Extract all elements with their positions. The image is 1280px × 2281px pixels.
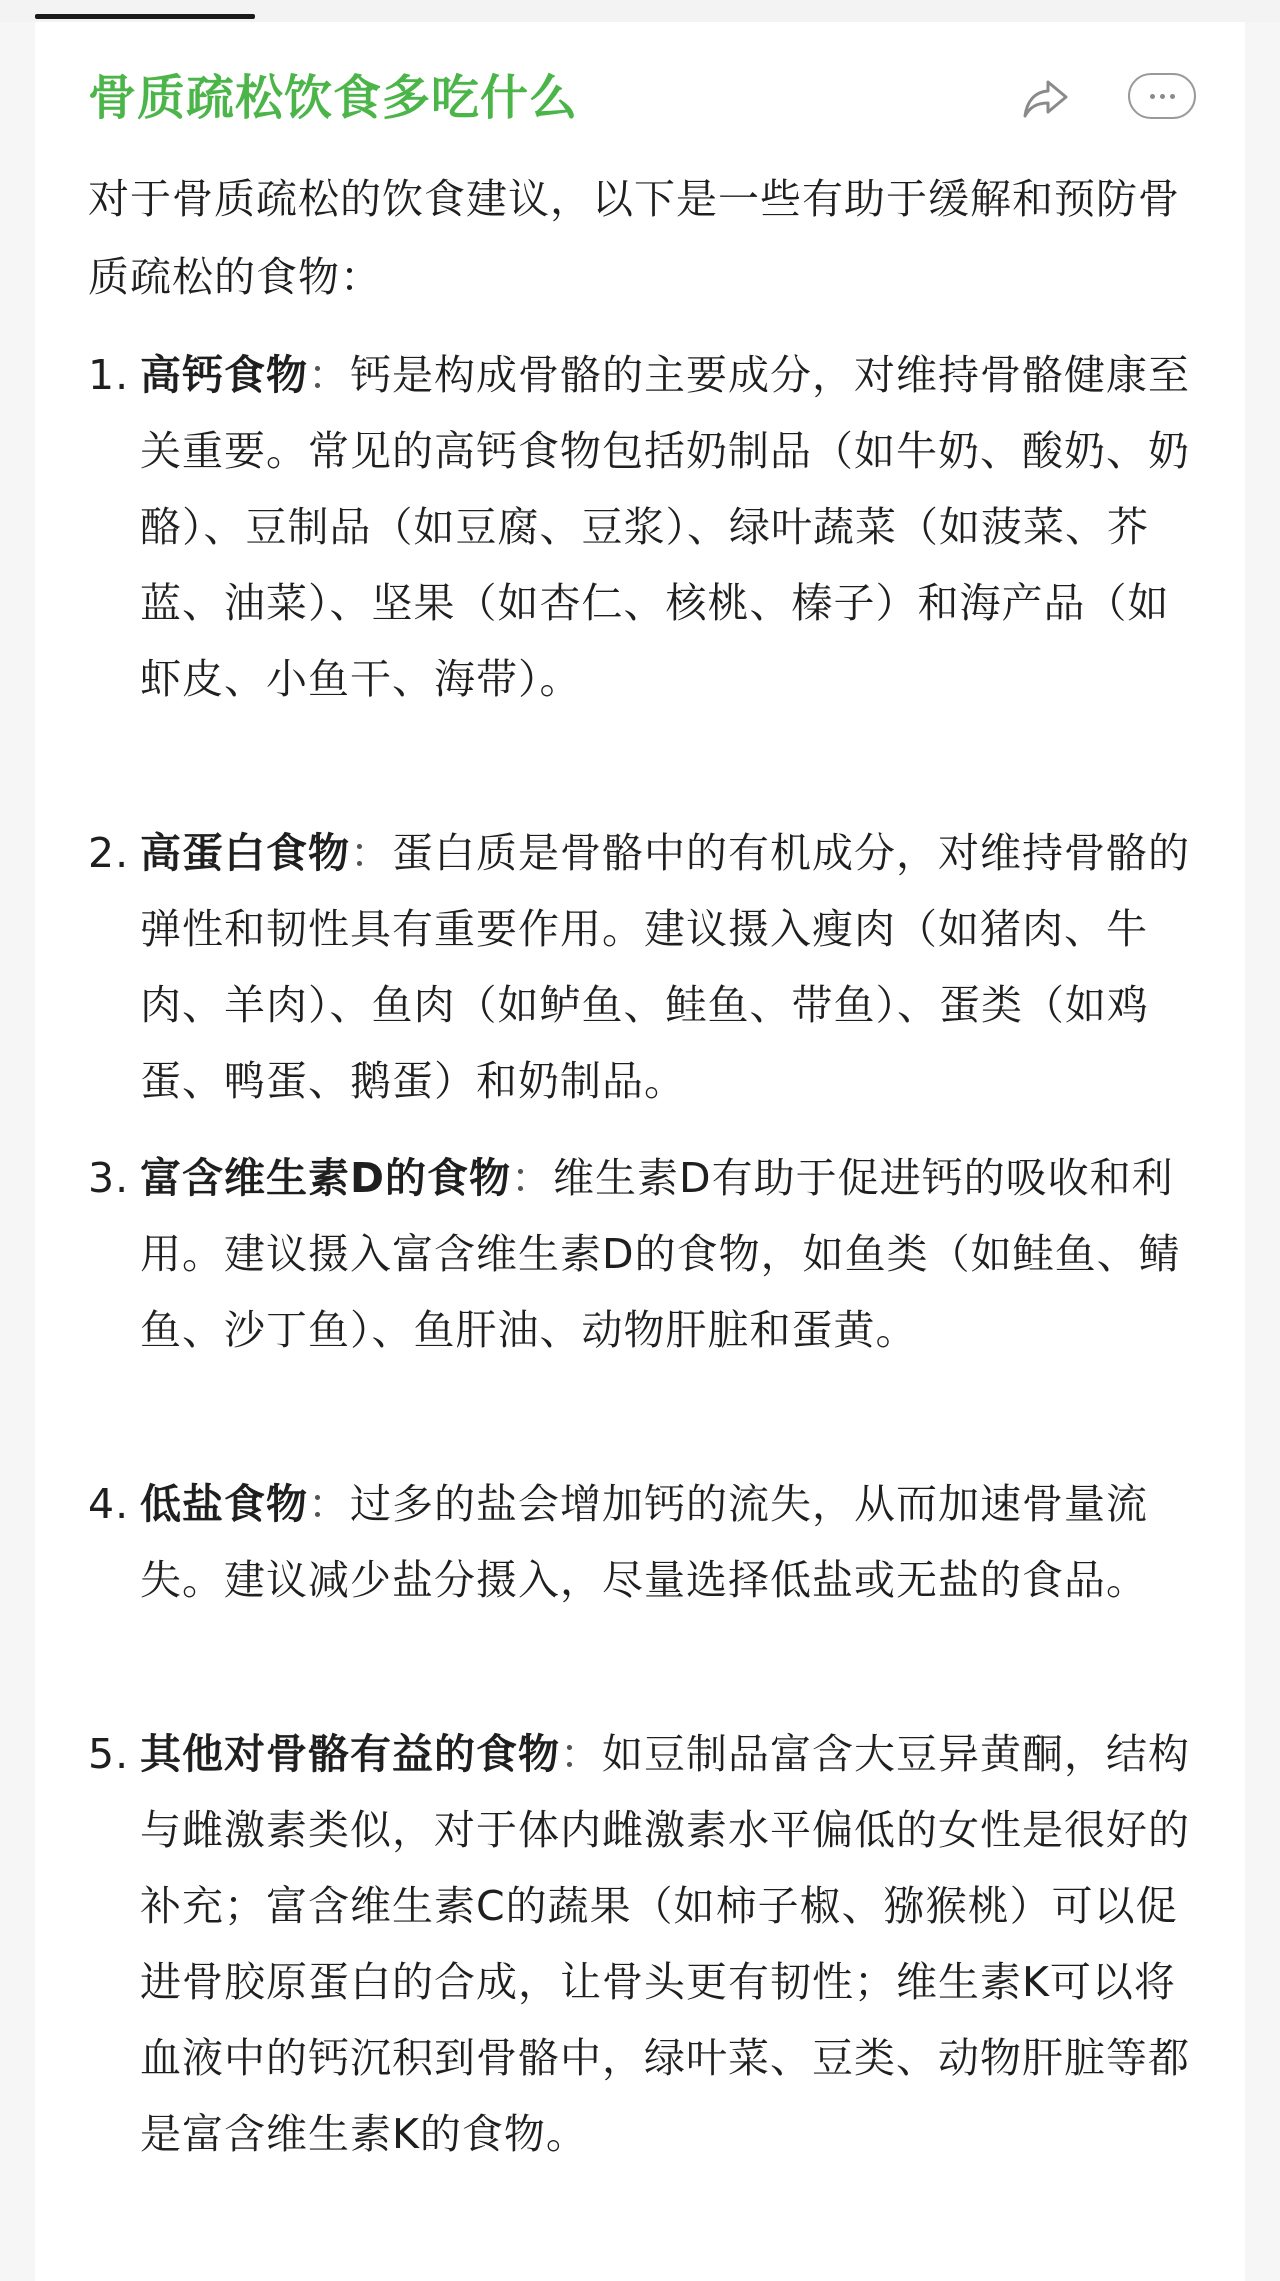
- list-item-text: 钙是构成骨骼的主要成分，对维持骨骼健康至关重要。常见的高钙食物包括奶制品（如牛奶、酸奶、奶酪）、豆制品（如豆腐、豆浆）、绿叶蔬菜（如菠菜、芥蓝、油菜）、坚果（如杏仁、核桃、榛子）和海产品（如虾皮、小鱼干、海带）。: [140, 351, 1190, 703]
- page-margin-left: [0, 22, 35, 2281]
- list-item-colon: ：: [511, 1154, 554, 1202]
- more-dots-icon: [1150, 94, 1155, 99]
- list-item: [88, 815, 1208, 1119]
- list-item-colon: ：: [308, 351, 350, 399]
- list-item-number: 4.: [88, 1480, 130, 1528]
- share-arrow-icon[interactable]: [1018, 70, 1074, 126]
- list-item-text: 如豆制品富含大豆异黄酮，结构与雌激素类似，对于体内雌激素水平偏低的女性是很好的补充；富含维生素C的蔬果（如柿子椒、猕猴桃）可以促进骨胶原蛋白的合成，让骨头更有韧性；维生素K可以将血液中的钙沉积到骨骼中，绿叶菜、豆类、动物肝脏等都是富含维生素K的食物。: [140, 1730, 1190, 2158]
- intro-paragraph: 对于骨质疏松的饮食建议，以下是一些有助于缓解和预防骨质疏松的食物：: [88, 175, 1180, 301]
- top-indicator-bar: [35, 14, 255, 19]
- list-item-colon: ：: [560, 1730, 602, 1778]
- list-item-body: [140, 815, 1208, 1119]
- list-item-number: 2.: [88, 829, 130, 877]
- list-item-text: 过多的盐会增加钙的流失，从而加速骨量流失。建议减少盐分摄入，尽量选择低盐或无盐的食品。: [140, 1480, 1148, 1604]
- list-item-label: 其他对骨骼有益的食物: [140, 1730, 560, 1778]
- more-button[interactable]: [1128, 73, 1196, 119]
- list-item-label: 低盐食物: [140, 1480, 308, 1528]
- more-dots-icon: [1160, 94, 1165, 99]
- list-item-body: [140, 1140, 1208, 1368]
- list-item: [88, 1716, 1208, 2172]
- list-item: [88, 337, 1208, 717]
- list-item-label: 高蛋白食物: [140, 829, 350, 877]
- list-item-label: 富含维生素D的食物: [140, 1154, 512, 1202]
- list-item-colon: ：: [350, 829, 392, 877]
- list-item-colon: ：: [308, 1480, 350, 1528]
- list-item-text: 维生素D有助于促进钙的吸收和利用。建议摄入富含维生素D的食物，如鱼类（如鲑鱼、鲭鱼、沙丁鱼）、鱼肝油、动物肝脏和蛋黄。: [140, 1154, 1181, 1354]
- page-margin-right: [1245, 22, 1280, 2281]
- list-item-body: [140, 1716, 1208, 2172]
- page-title: 骨质疏松饮食多吃什么: [88, 70, 579, 126]
- more-dots-icon: [1170, 94, 1175, 99]
- list-item-number: 3.: [88, 1154, 130, 1202]
- list-item-number: 1.: [88, 351, 130, 399]
- list-item-number: 5.: [88, 1730, 130, 1778]
- list-item-text: 蛋白质是骨骼中的有机成分，对维持骨骼的弹性和韧性具有重要作用。建议摄入瘦肉（如猪肉、牛肉、羊肉）、鱼肉（如鲈鱼、鲑鱼、带鱼）、蛋类（如鸡蛋、鸭蛋、鹅蛋）和奶制品。: [140, 829, 1190, 1105]
- list-item-label: 高钙食物: [140, 351, 308, 399]
- list-item: [88, 1466, 1208, 1618]
- list-item-body: [140, 1466, 1208, 1618]
- list-item-body: [140, 337, 1208, 717]
- list-item: [88, 1140, 1208, 1368]
